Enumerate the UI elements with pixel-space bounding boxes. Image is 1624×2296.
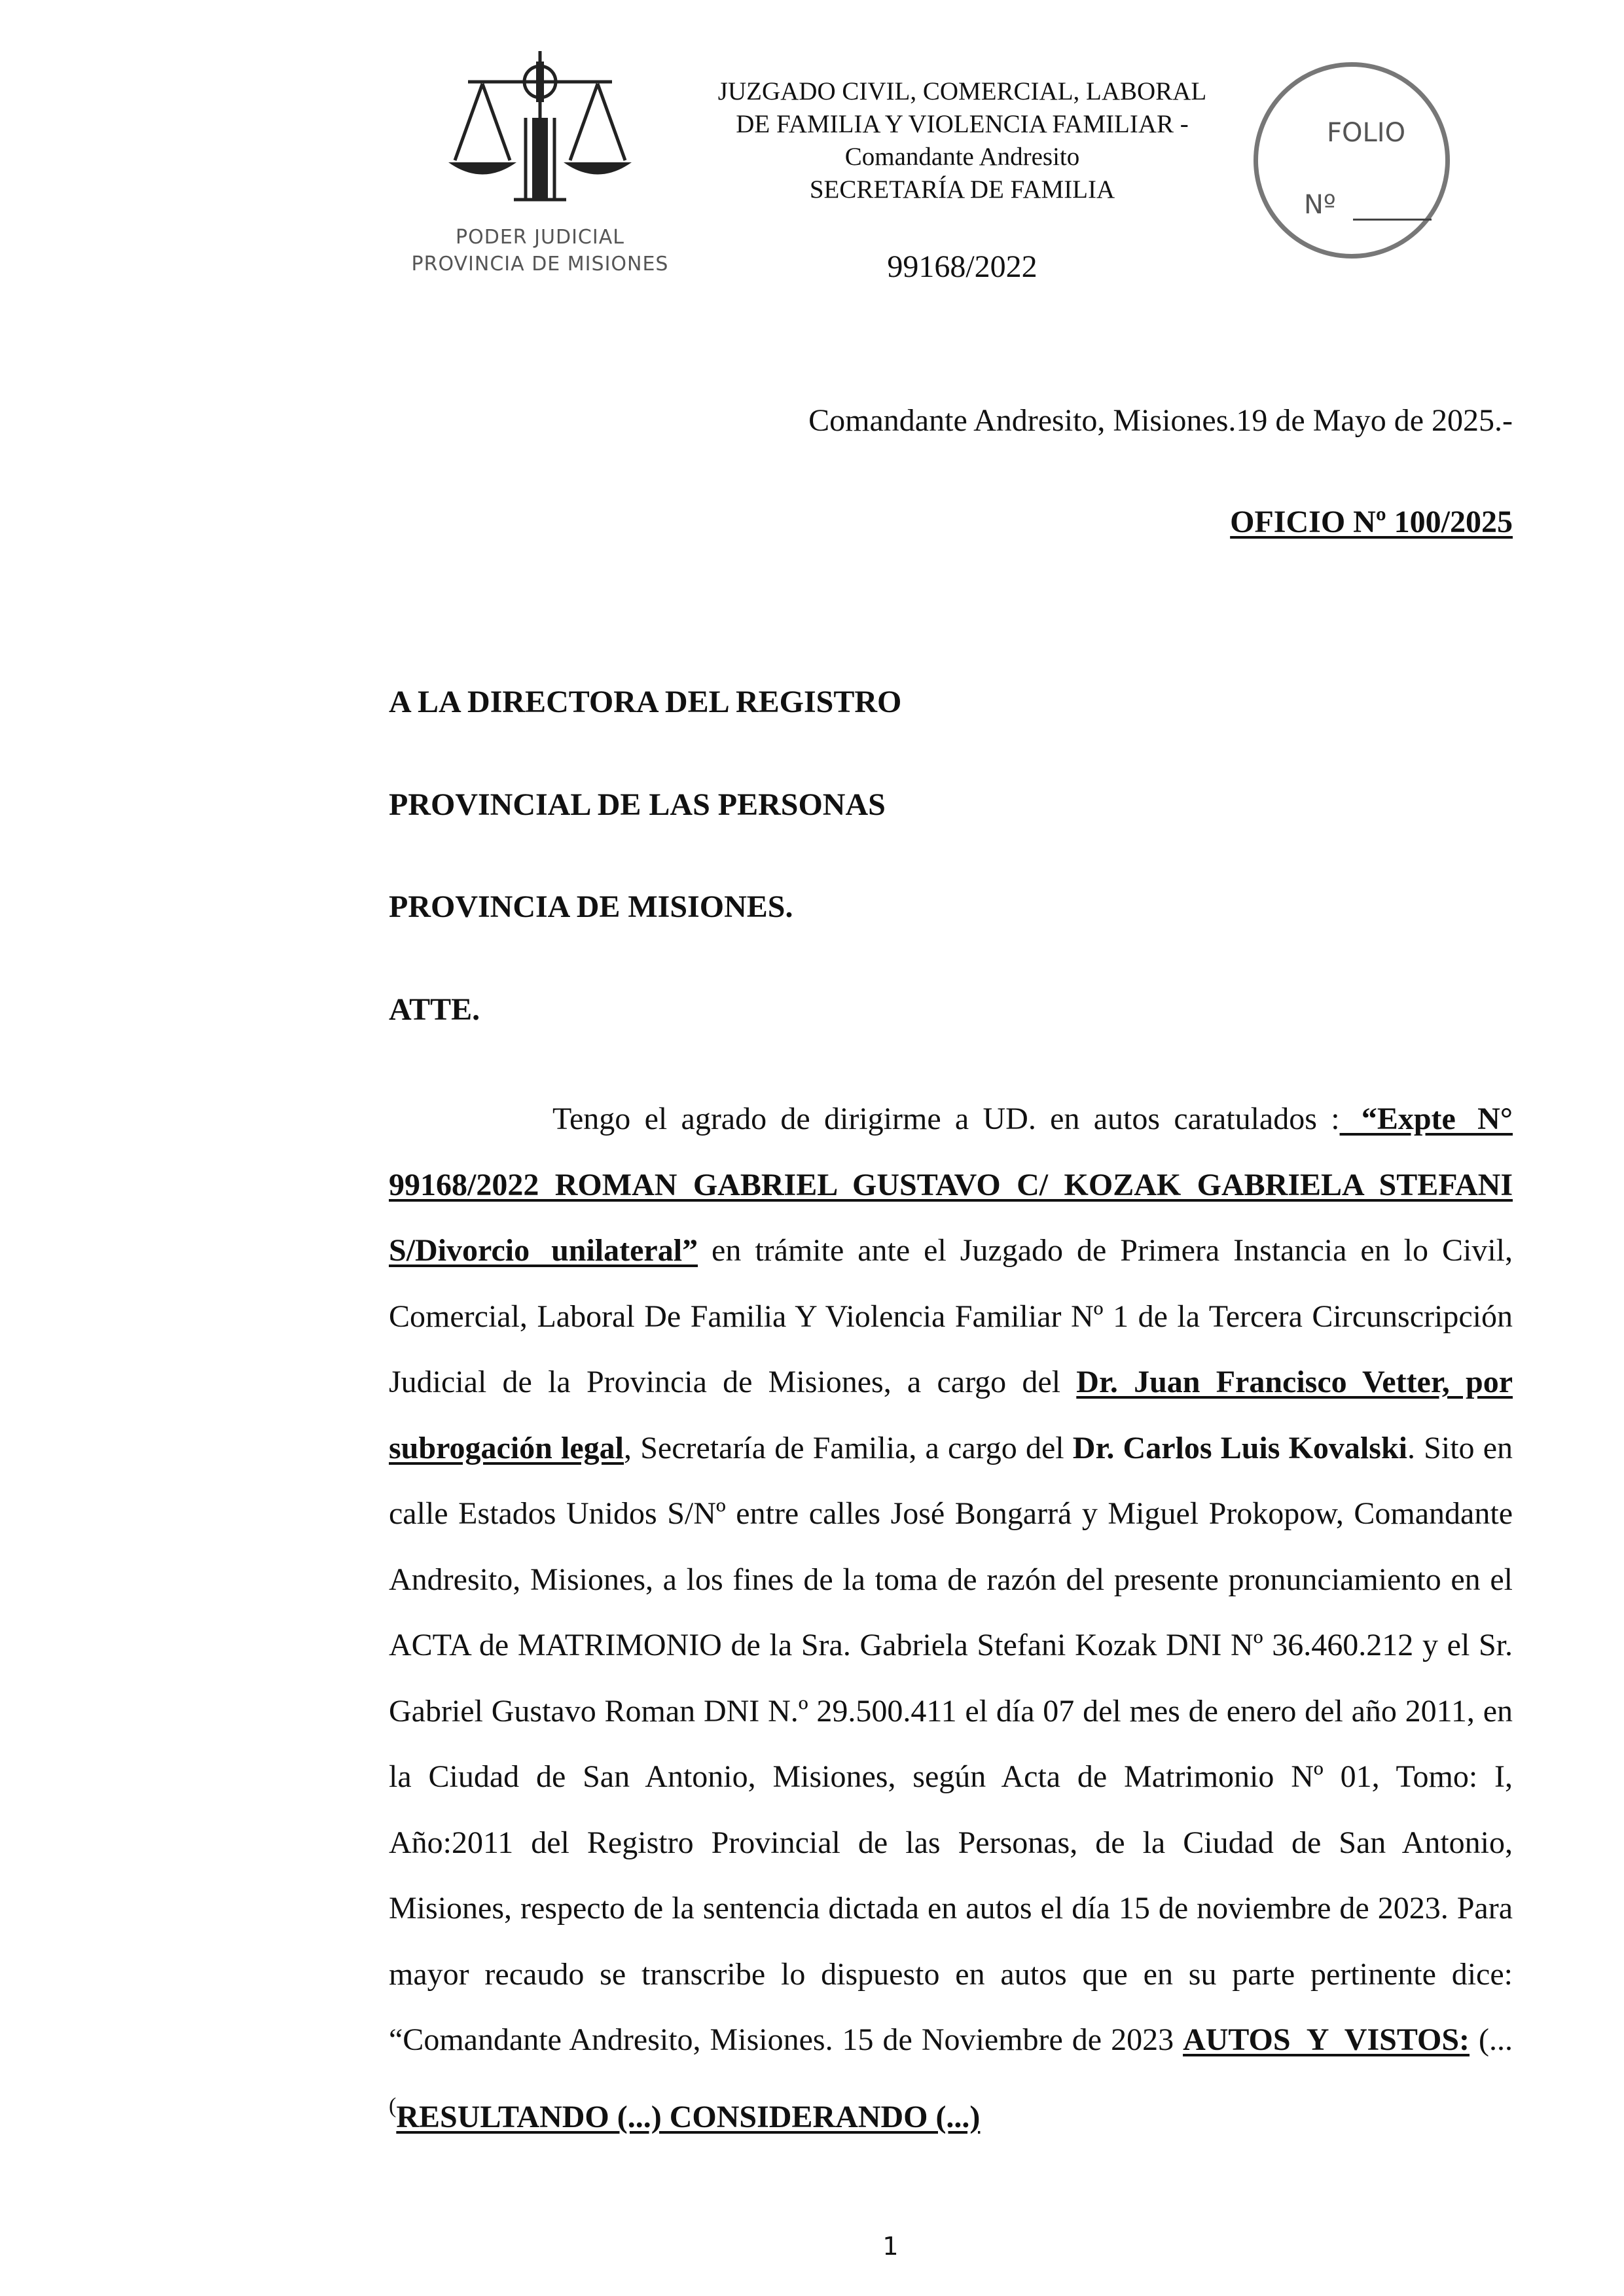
addressee-line-2: PROVINCIAL DE LAS PERSONAS [389, 787, 886, 822]
folio-blank-line [1353, 219, 1432, 221]
autos-y-vistos: AUTOS Y VISTOS: [1183, 2022, 1470, 2057]
body-intro: Tengo el agrado de dirigirme a UD. en autos caratulados : [552, 1102, 1340, 1136]
folio-number-label: Nº [1304, 190, 1336, 220]
attention-line: ATTE. [389, 992, 480, 1027]
body-paragraph [389, 1086, 1513, 2150]
court-heading [677, 75, 1247, 206]
court-line-2: DE FAMILIA Y VIOLENCIA FAMILIAR - [736, 110, 1189, 138]
addressee-line-3: PROVINCIA DE MISIONES. [389, 889, 793, 924]
addressee-line-1: A LA DIRECTORA DEL REGISTRO [389, 685, 902, 719]
expediente-number: 99168/2022 [887, 249, 1038, 284]
body-court-text: en trámite ante el Juzgado de Primera Instancia en lo Civil, Comercial, Laboral De Familia Y Violencia Familiar Nº 1 de la Tercera Circunscripción Judicial de la Provincia de Misiones, a cargo del [389, 1233, 1513, 1399]
folio-stamp [1254, 62, 1450, 259]
resultando-considerando: RESULTANDO (...) CONSIDERANDO (...) [396, 2099, 981, 2134]
poder-judicial-logo [403, 46, 677, 295]
date-line: Comandante Andresito, Misiones.19 de Mayo de 2025.- [808, 403, 1513, 438]
judge-name: Dr. Juan Francisco Vetter, por subrogación legal [389, 1365, 1513, 1465]
folio-label: FOLIO [1327, 118, 1406, 148]
body-secretary-text: , Secretaría de Familia, a cargo del [624, 1430, 1073, 1465]
body-details-text: . Sito en calle Estados Unidos S/Nº entre calles José Bongarrá y Miguel Prokopow, Comandante Andresito, Misiones, a los fines de la toma de razón del presente pronunciamiento en el ACTA de MATRIMONIO de la Sra. Gabriela Stefani Kozak DNI Nº 36.460.212 y el Sr. Gabriel Gustavo Roman DNI N.º 29.500.411 el día 07 del mes de enero del año 2011, en la Ciudad de San Antonio, Misiones, según Acta de Matrimonio Nº 01, Tomo: I, Año:2011 del Registro Provincial de las Personas, de la Ciudad de San Antonio, Misiones, respecto de la sentencia dictada en autos el día 15 de noviembre de 2023. Para mayor recaudo se transcribe lo dispuesto en autos que en su parte pertinente dice: “Comandante Andresito, Misiones. 15 de Noviembre de 2023 [389, 1430, 1513, 2057]
secretary-name: Dr. Carlos Luis Kovalski [1072, 1430, 1407, 1465]
court-line-1: JUZGADO CIVIL, COMERCIAL, LABORAL [717, 77, 1207, 105]
scales-of-justice-icon [442, 46, 638, 229]
case-title: “Expte N° 99168/2022 ROMAN GABRIEL GUSTAVO C/ KOZAK GABRIELA STEFANI S/Divorcio unilateral” [389, 1102, 1513, 1268]
court-line-4: SECRETARÍA DE FAMILIA [809, 175, 1115, 204]
logo-caption-line1: PODER JUDICIAL [456, 226, 624, 249]
court-line-3: Comandante Andresito [844, 143, 1080, 171]
ellipsis-text: (... [1470, 2022, 1513, 2057]
superscript-paren: ( [389, 2093, 397, 2118]
oficio-number: OFICIO Nº 100/2025 [1230, 505, 1513, 539]
logo-caption-line2: PROVINCIA DE MISIONES [411, 253, 669, 276]
page-number: 1 [882, 2232, 899, 2261]
